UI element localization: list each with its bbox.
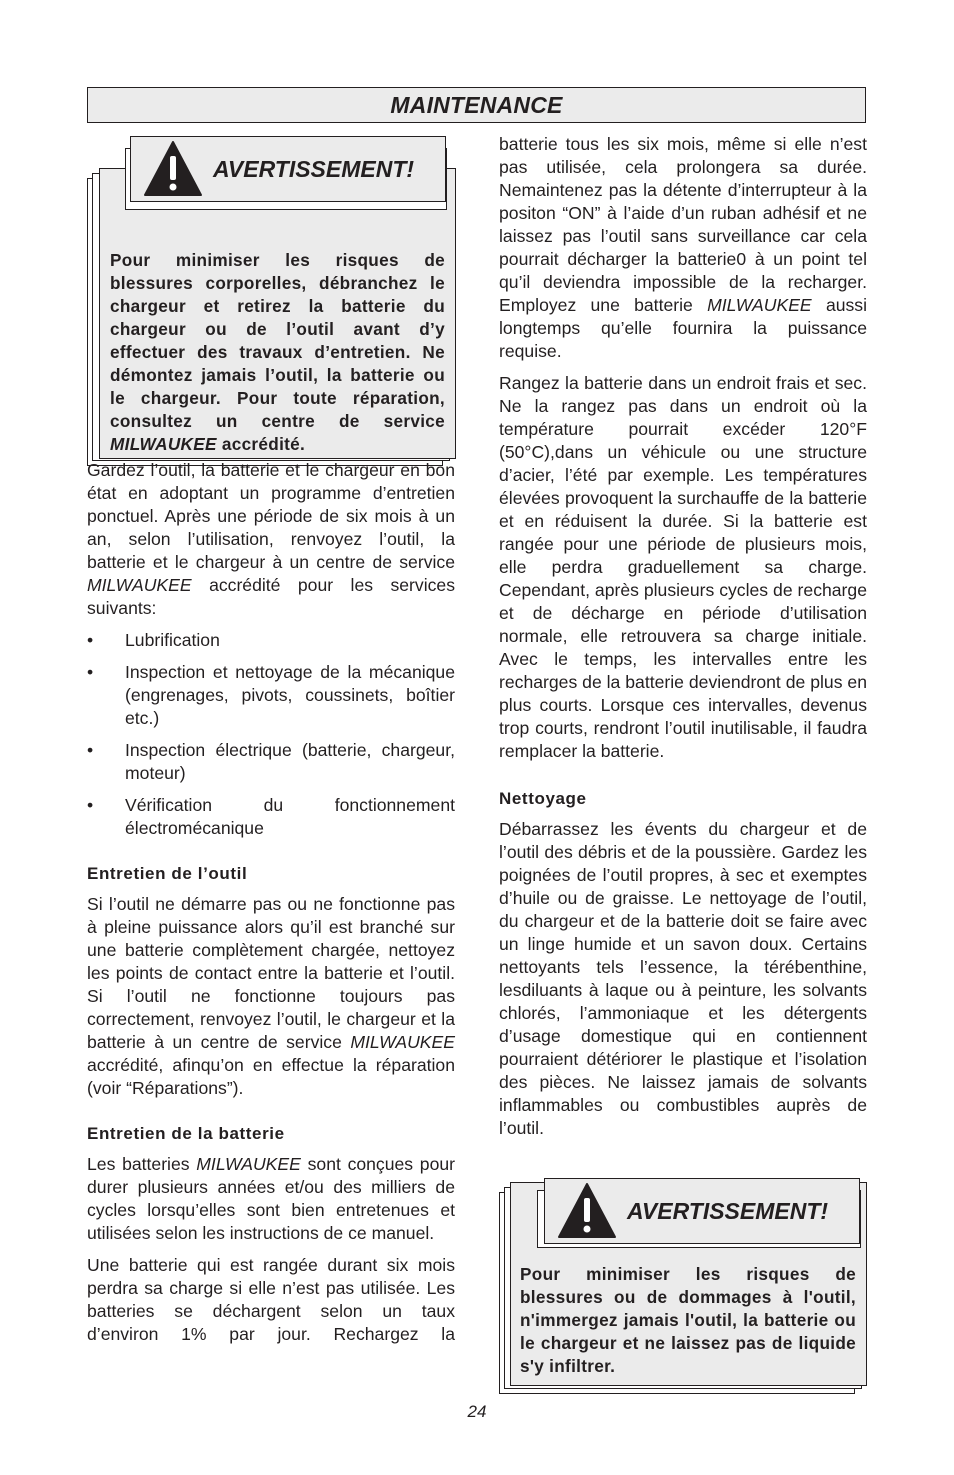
battery-paragraph-1: Les batteries MILWAUKEE sont conçues pour durer plusieurs années et/ou des milliers de cycles lorsqu’elles sont bien entretenues et utilisées selon les instructions de ce manuel. xyxy=(87,1154,456,1243)
page-number: 24 xyxy=(467,1402,487,1421)
warning-2-text: Pour minimiser les risques de blessures ou de dommages à l'outil, n'immergez jamais l'outil, la batterie ou le chargeur et ne laissez pas de liquide s'y infiltrer. xyxy=(520,1264,856,1376)
section-title: MAINTENANCE xyxy=(390,91,563,118)
warning-2-label: AVERTISSEMENT! xyxy=(627,1197,829,1224)
list-item: • Inspection électrique (batterie, chargeur, moteur) xyxy=(87,740,455,783)
warning-triangle-icon xyxy=(557,1182,617,1240)
right-column xyxy=(499,133,867,1149)
battery-paragraph-3: batterie tous les six mois, même si elle n’est pas utilisée, cela prolongera sa durée. Nemaintenez pas la détente d’interrupteur à la positon “ON” à l’aide d’un ruban adhésif et ne laissez pas l’outil sans surveillance car cela pourrait décharger la batterie0 à un point tel qu’il deviendra impossible de la recharger. Employez une batterie MILWAUKEE aussi longtemps qu’elle fournira la puissance requise. xyxy=(499,134,868,361)
warning-box-2 xyxy=(499,1178,869,1396)
tool-paragraph: Si l’outil ne démarre pas ou ne fonctionne pas à pleine puissance alors qu’il est branché sur une batterie complètement chargée, nettoyez les points de contact entre la batterie et l’outil. Si l’outil ne fonctionne toujours pas correctement, renvoyez l’outil, le chargeur et la batterie à un centre de service MILWAUKEE accrédité, afinqu’on en effectue la réparation (voir “Réparations”). xyxy=(87,894,455,1098)
warning-box-1 xyxy=(87,136,457,466)
heading-tool-maintenance: Entretien de l’outil xyxy=(87,864,248,883)
warning-1-label: AVERTISSEMENT! xyxy=(213,155,415,182)
heading-battery-maintenance: Entretien de la batterie xyxy=(87,1124,285,1143)
section-header xyxy=(87,87,866,123)
left-column xyxy=(87,459,455,1355)
list-item: • Inspection et nettoyage de la mécanique (engrenages, pivots, coussinets, boîtier etc.) xyxy=(87,662,455,728)
intro-paragraph: Gardez l’outil, la batterie et le chargeur en bon état en adoptant un programme d’entretien ponctuel. Après une période de six mois à un an, selon l’utilisation, renvoyez l’outil, la batterie et le chargeur à un centre de service MILWAUKEE accrédité pour les services suivants: xyxy=(87,460,455,618)
list-item: • Vérification du fonctionnement électromécanique xyxy=(87,795,455,838)
battery-paragraph-2: Une batterie qui est rangée durant six mois perdra sa charge si elle n’est pas utilisée. Les batteries se déchargent selon un taux d’environ 1% par jour. Rechargez la xyxy=(87,1255,455,1344)
heading-cleaning: Nettoyage xyxy=(499,789,587,808)
cleaning-paragraph: Débarrassez les évents du chargeur et de l’outil des débris et de la poussière. Gardez les poignées de l’outil propres, à sec et exemptes d’huile ou de graisse. Le nettoyage de l’outil, du chargeur et de la batterie doit se faire avec un linge humide et un savon doux. Certains nettoyants tels l’essence, la térébenthine, lesdiluants à laque ou à peinture, les solvants chlorés, l’ammoniaque et les détergents d’usage domestique qui en contiennent pourraient détériorer le plastique et l’isolation des pièces. Ne laissez jamais de solvants inflammables ou combustibles auprès de l’outil. xyxy=(499,819,867,1138)
storage-paragraph: Rangez la batterie dans un endroit frais et sec. Ne la rangez pas dans un endroit où la température pourrait excéder 120°F (50°C),dans un véhicule ou une structure d’acier, l’été par exemple. Les températures élevées provoquent la surchauffe de la batterie et en réduisent la durée. Si la batterie est rangée pour une période de plusieurs mois, elle perdra graduellement sa charge. Cependant, après plusieurs cycles de recharge et de décharge en période d’utilisation normale, elle retrouvera sa charge initiale. Avec le temps, les intervalles entre les recharges de la batterie deviendront de plus en plus courts. Lorsque ces intervalles, devenus trop courts, rendront l’outil inutilisable, il faudra remplacer la batterie. xyxy=(499,373,867,761)
warning-1-text: Pour minimiser les risques de blessures corporelles, débranchez le chargeur et retirez la batterie du chargeur ou de l’outil avant d’y effectuer des travaux d’entretien. Ne démontez jamais l’outil, la batterie ou le chargeur. Pour toute réparation, consultez un centre de service MILWAUKEE accrédité. xyxy=(110,250,445,454)
warning-triangle-icon xyxy=(143,140,203,198)
service-list xyxy=(87,629,455,840)
list-item: • Lubrification xyxy=(87,630,220,650)
